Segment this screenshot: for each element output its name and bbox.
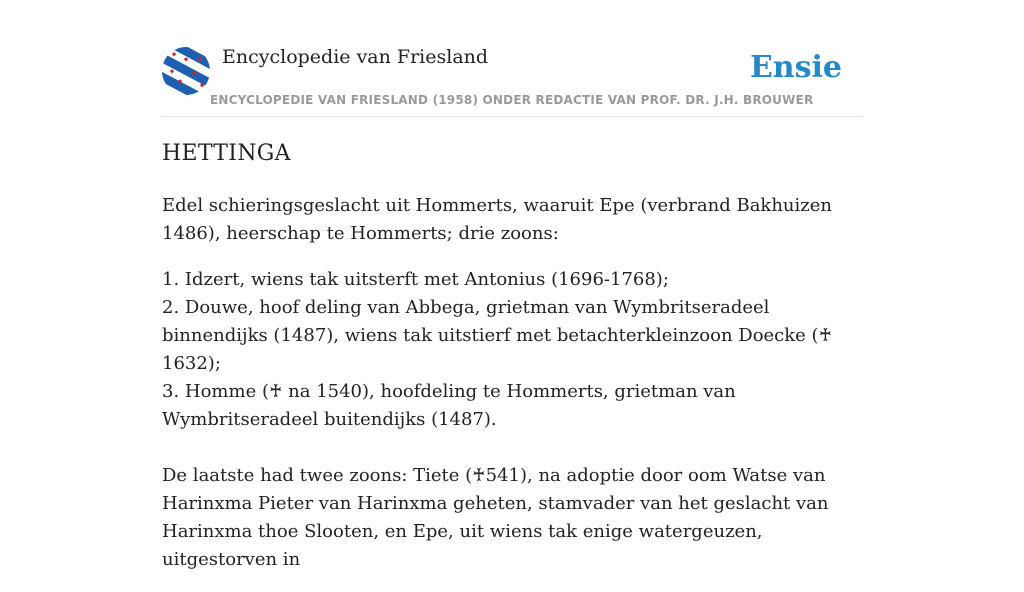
entry-title: HETTINGA <box>162 141 291 166</box>
list-item: 2. Douwe, hoof deling van Abbega, grietman van Wymbritseradeel binnendijks (1487), wiens tak uitstierf met betachterkleinzoon Doecke (♰ 1632); <box>162 297 833 374</box>
site-subtitle: ENCYCLOPEDIE VAN FRIESLAND (1958) ONDER REDACTIE VAN PROF. DR. J.H. BROUWER <box>210 93 814 107</box>
article-closing: De laatste had twee zoons: Tiete (♰541), na adoptie door oom Watse van Harinxma Pieter van Harinxma geheten, stamvader van het geslacht van Harinxma thoe Slooten, en Epe, uit wiens tak enige watergeuzen, uitgestorven in <box>162 465 829 570</box>
list-item: 3. Homme (♰ na 1540), hoofdeling te Hommerts, grietman van Wymbritseradeel buitendijks (1487). <box>162 381 736 430</box>
article-intro: Edel schieringsgeslacht uit Hommerts, waaruit Epe (verbrand Bakhuizen 1486), heerschap te Hommerts; drie zoons: <box>162 195 832 244</box>
site-title[interactable]: Encyclopedie van Friesland <box>222 46 489 68</box>
ensie-brand-link[interactable]: Ensie <box>749 50 842 85</box>
list-item: 1. Idzert, wiens tak uitsterft met Antonius (1696-1768); <box>162 269 669 290</box>
frisian-flag-icon[interactable] <box>162 47 210 95</box>
site-header <box>162 44 862 117</box>
article-content <box>162 138 862 592</box>
sons-list <box>162 266 862 434</box>
